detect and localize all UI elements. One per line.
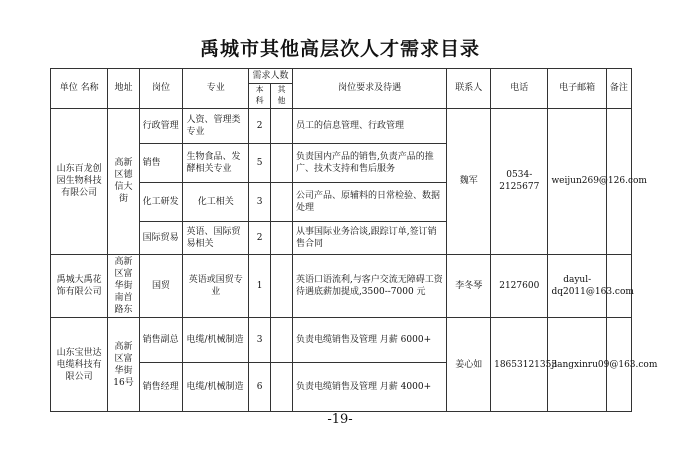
company-address: 高新区富华街16号 <box>108 318 139 412</box>
header-bachelor: 本科 <box>249 84 271 109</box>
email-cell: weijun269@126.com <box>548 108 606 254</box>
contact-cell: 姜心如 <box>447 318 491 412</box>
company-name: 禹城大禹花饰有限公司 <box>51 254 108 318</box>
major-cell: 人资、管理类专业 <box>183 108 249 143</box>
position-cell: 销售经理 <box>139 363 183 412</box>
bachelor-count: 5 <box>249 143 271 182</box>
contact-cell: 李冬琴 <box>447 254 491 318</box>
requirement-cell: 负责国内产品的销售,负责产品的推广、技术支持和售后服务 <box>292 143 446 182</box>
position-cell: 行政管理 <box>139 108 183 143</box>
requirement-cell: 负责电缆销售及管理 月薪 4000+ <box>292 363 446 412</box>
major-cell: 英语或国贸专业 <box>183 254 249 318</box>
other-count <box>271 143 293 182</box>
header-unit: 单位 名称 <box>51 69 108 109</box>
header-contact: 联系人 <box>447 69 491 109</box>
page-number: -19- <box>327 412 353 427</box>
bachelor-count: 1 <box>249 254 271 318</box>
contact-cell: 魏军 <box>447 108 491 254</box>
page-title: 禹城市其他高层次人才需求目录 <box>199 38 480 60</box>
major-cell: 电缆/机械制造 <box>183 318 249 363</box>
position-cell: 销售副总 <box>139 318 183 363</box>
requirement-cell: 负责电缆销售及管理 月薪 6000+ <box>292 318 446 363</box>
bachelor-count: 3 <box>249 318 271 363</box>
table-row <box>51 254 632 318</box>
company-name: 山东宝世达电缆科技有限公司 <box>51 318 108 412</box>
header-demand: 需求人数 <box>249 69 293 84</box>
header-other: 其他 <box>271 84 293 109</box>
major-cell: 生物食品、发酵相关专业 <box>183 143 249 182</box>
header-position: 岗位 <box>139 69 183 109</box>
bachelor-count: 2 <box>249 221 271 254</box>
position-cell: 销售 <box>139 143 183 182</box>
major-cell: 化工相关 <box>183 182 249 221</box>
phone-cell: 18653121353 <box>491 318 548 412</box>
other-count <box>271 182 293 221</box>
requirement-cell: 员工的信息管理、行政管理 <box>292 108 446 143</box>
other-count <box>271 221 293 254</box>
requirement-cell: 公司产品、原辅料的日常检验、数据处理 <box>292 182 446 221</box>
requirement-cell: 从事国际业务洽谈,跟踪订单,签订销售合同 <box>292 221 446 254</box>
phone-cell: 2127600 <box>491 254 548 318</box>
phone-cell: 0534-2125677 <box>491 108 548 254</box>
table-row <box>51 318 632 363</box>
header-address: 地址 <box>108 69 139 109</box>
company-address: 高新区德信大街 <box>108 108 139 254</box>
header-email: 电子邮箱 <box>548 69 606 109</box>
other-count <box>271 363 293 412</box>
email-cell: dayul-dq2011@163.com <box>548 254 606 318</box>
header-phone: 电话 <box>491 69 548 109</box>
other-count <box>271 108 293 143</box>
header-note: 备注 <box>606 69 631 109</box>
requirement-cell: 英语口语流利,与客户交流无障碍工资待遇底薪加提成,3500--7000 元 <box>292 254 446 318</box>
header-major: 专业 <box>183 69 249 109</box>
position-cell: 国贸 <box>139 254 183 318</box>
major-cell: 电缆/机械制造 <box>183 363 249 412</box>
table-row <box>51 108 632 143</box>
company-address: 高新区富华街南首路东 <box>108 254 139 318</box>
position-cell: 化工研发 <box>139 182 183 221</box>
bachelor-count: 6 <box>249 363 271 412</box>
position-cell: 国际贸易 <box>139 221 183 254</box>
email-cell: jiangxinru09@163.com <box>548 318 606 412</box>
company-name: 山东百龙创园生物科技有限公司 <box>51 108 108 254</box>
other-count <box>271 318 293 363</box>
major-cell: 英语、国际贸易相关 <box>183 221 249 254</box>
header-requirements: 岗位要求及待遇 <box>292 69 446 109</box>
bachelor-count: 2 <box>249 108 271 143</box>
bachelor-count: 3 <box>249 182 271 221</box>
talent-demand-table <box>50 68 658 412</box>
other-count <box>271 254 293 318</box>
